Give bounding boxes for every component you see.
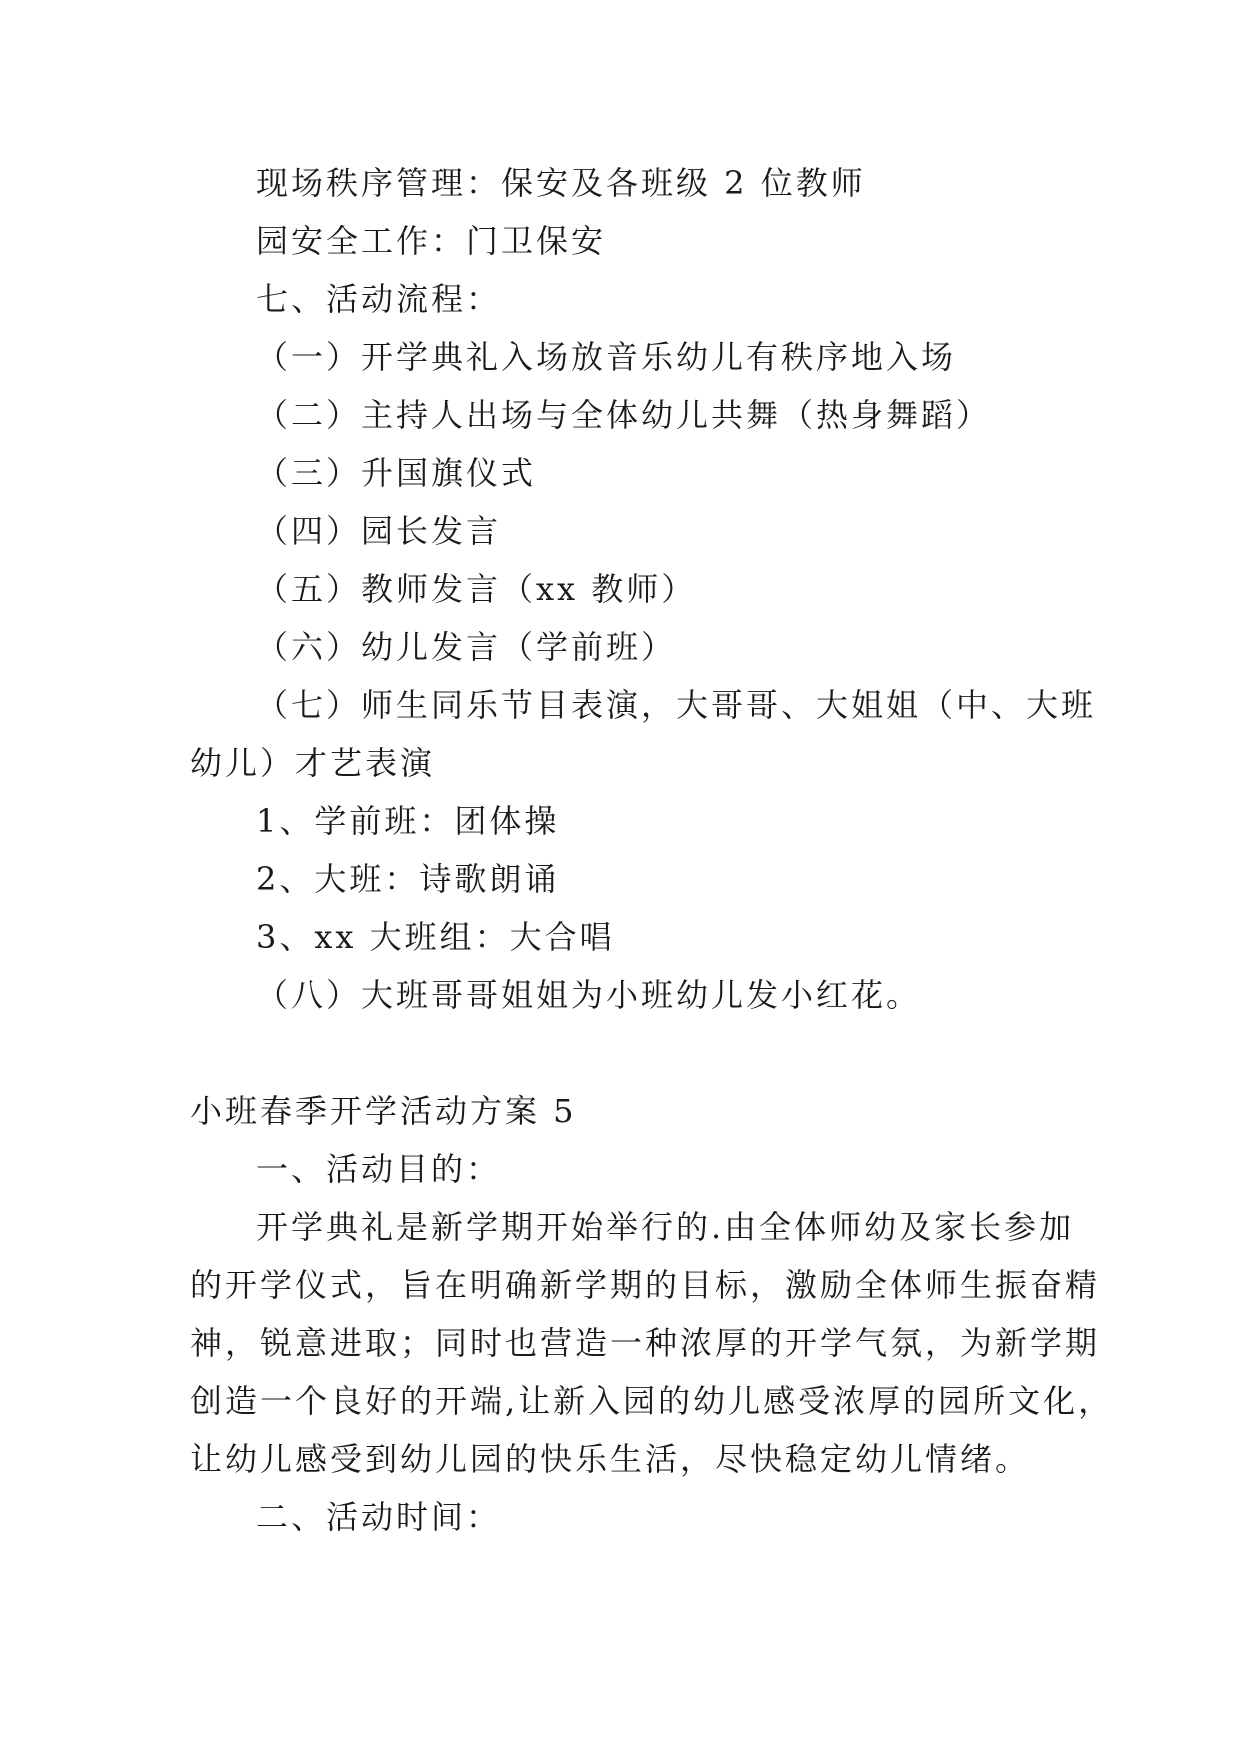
section-heading-activity-process: 七、活动流程：	[256, 280, 502, 318]
list-item-5: （五）教师发言（xx 教师）	[256, 570, 697, 608]
paragraph-line-5: 让幼儿感受到幼儿园的快乐生活，尽快稳定幼儿情绪。	[190, 1440, 1031, 1478]
list-item-1: （一）开学典礼入场放音乐幼儿有秩序地入场	[256, 338, 957, 376]
paragraph-line-1: 开学典礼是新学期开始举行的.由全体师幼及家长参加	[256, 1208, 1075, 1246]
paragraph-line-4: 创造一个良好的开端,让新入园的幼儿感受浓厚的园所文化，	[190, 1382, 1114, 1420]
paragraph-line-2: 的开学仪式，旨在明确新学期的目标，激励全体师生振奋精	[190, 1266, 1101, 1304]
list-item-7-continued: 幼儿）才艺表演	[190, 744, 436, 782]
text-line-2: 园安全工作：门卫保安	[256, 222, 607, 260]
list-item-2: （二）主持人出场与全体幼儿共舞（热身舞蹈）	[256, 396, 992, 434]
list-item-3: （三）升国旗仪式	[256, 454, 537, 492]
paragraph-line-3: 神，锐意进取；同时也营造一种浓厚的开学气氛，为新学期	[190, 1324, 1101, 1362]
list-item-6: （六）幼儿发言（学前班）	[256, 628, 677, 666]
list-item-4: （四）园长发言	[256, 512, 502, 550]
text-line-1: 现场秩序管理：保安及各班级 2 位教师	[256, 164, 866, 202]
sub-item-2: 2、大班：诗歌朗诵	[256, 860, 560, 898]
plan-title: 小班春季开学活动方案 5	[190, 1092, 577, 1130]
sub-item-3: 3、xx 大班组：大合唱	[256, 918, 615, 956]
section-heading-activity-purpose: 一、活动目的：	[256, 1150, 502, 1188]
sub-item-1: 1、学前班：团体操	[256, 802, 560, 840]
list-item-7: （七）师生同乐节目表演，大哥哥、大姐姐（中、大班	[256, 686, 1097, 724]
list-item-8: （八）大班哥哥姐姐为小班幼儿发小红花。	[256, 976, 922, 1014]
section-heading-activity-time: 二、活动时间：	[256, 1498, 502, 1536]
